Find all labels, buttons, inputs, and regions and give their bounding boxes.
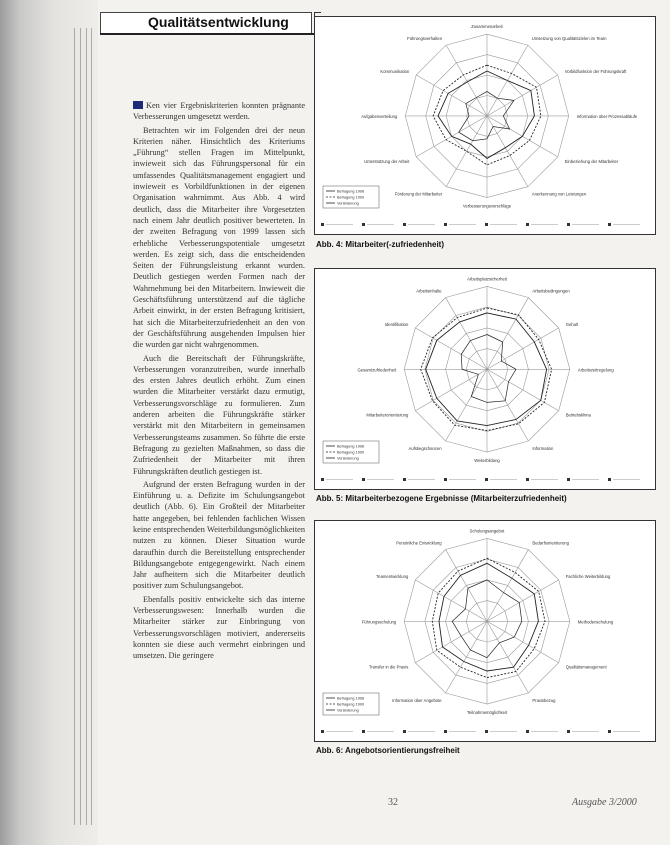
axis-label: Praxisbezug — [532, 697, 556, 703]
axis-spoke — [487, 369, 559, 410]
axis-label: Weiterbildung — [474, 458, 500, 464]
radar-chart-svg — [315, 521, 655, 739]
axis-spoke — [416, 75, 487, 116]
axis-spoke — [415, 328, 487, 369]
axis-label: Aufstiegschancen — [408, 445, 442, 451]
axis-label: Betriebsklima — [565, 412, 591, 418]
key-marker — [567, 223, 570, 226]
key-marker — [608, 223, 611, 226]
axis-label: Arbeitszeitregelung — [577, 367, 614, 373]
axis-label: Anerkennung von Leistungen — [531, 191, 587, 197]
key-marker — [444, 478, 447, 481]
figure-caption-5: Abb. 5: Mitarbeiterbezogene Ergebnisse (Mitarbeiterzufriedenheit) — [316, 494, 567, 503]
axis-label: Transfer in die Praxis — [368, 664, 409, 670]
axis-label: Führungsschulung — [361, 619, 397, 625]
figure-radar-chart-6 — [314, 520, 656, 742]
axis-spoke — [487, 328, 559, 369]
key-marker — [321, 730, 324, 733]
axis-label: Umsetzung von Qualitätszielen im Team — [531, 36, 607, 42]
axis-label: Gesamtzufriedenheit — [357, 367, 397, 373]
key-marker — [444, 730, 447, 733]
article-column — [133, 100, 305, 664]
key-marker — [321, 478, 324, 481]
axis-label: Kommunikation — [380, 69, 410, 74]
axis-spoke — [415, 369, 487, 410]
section-title: Qualitätsentwicklung — [148, 14, 289, 30]
figure-caption-4: Abb. 4: Mitarbeiter(-zufriedenheit) — [316, 240, 445, 249]
legend-label: Befragung 1999 — [337, 195, 365, 200]
paragraph: Betrachten wir im Folgenden drei der neun Kriterien näher. Hinsichtlich des Kriteriums „Führung“ stellen Fragen im Mittelpunkt, inwieweit sich das Führungspersonal für ein umfassendes Qualitätsmanagement engagiert und inwieweit es Vorbildfunktionen in der eigenen Organisation wahrnimmt. Aus Abb. 4 wird deutlich, dass die Mitarbeiter ihre Vorgesetzten nach einem Jahr deutlich positiver bewerteten. In der zweiten Befragung von 1999 lassen sich erhebliche Verbesserungspotentiale umgesetzt werden. Es zeigt sich, dass die entscheidenden Seiten der Führungsleistung erkannt wurden. Deutlich gestiegen werden Formen nach der Wahrnehmung bei den Mitarbeitern. Inwieweit die Geschäftsführung unterstützend auf die tägliche Arbeit einwirkt, in der ersten Befragung kritisiert, hat sich die Mitarbeiterzufriedenheit an den von der Geschäftsführung ausgehenden Impulsen hier die wurden gar nicht wahrgenommen. — [133, 125, 305, 350]
axis-spoke — [446, 116, 487, 187]
paragraph: Aufgrund der ersten Befragung wurden in der Einführung u. a. Defizite im Schulungsangebot deutlich (Abb. 6). Ein Großteil der Mitarbeiter hatte angegeben, bei fehlenden fachlichen Wissen keine entsprechenden Weiterbildungsmöglichkeiten nutzen zu können. Dieser Situation wurde daraufhin durch die Bereitstellung entsprechender Bildungsangebote entgegengewirkt. Nach einem Jahr aufheitern sich die Mitarbeiter deutlich positiver zum Schulungsangebot. — [133, 479, 305, 591]
key-marker — [362, 730, 365, 733]
key-marker — [403, 730, 406, 733]
axis-label: Qualitätsmanagement — [565, 664, 607, 670]
key-marker — [526, 223, 529, 226]
axis-label: Teilnahmemöglichkeit — [466, 710, 508, 716]
legend-label: Befragung 1999 — [337, 450, 365, 455]
axis-spoke — [487, 369, 528, 441]
key-marker — [485, 730, 488, 733]
axis-label: Zusammenarbeit — [471, 24, 503, 30]
axis-label: Vorbildfunktion der Führungskraft — [564, 69, 627, 75]
key-marker — [321, 223, 324, 226]
legend-label: Veränderung — [337, 456, 359, 461]
journal-issue: Ausgabe 3/2000 — [572, 797, 637, 808]
axis-label: Teamentwicklung — [376, 573, 409, 579]
axis-label: Verbesserungsvorschläge — [462, 203, 512, 209]
axis-label: Bedarfsorientierung — [532, 540, 569, 546]
axis-label: Förderung der Mitarbeiter — [394, 191, 443, 197]
key-marker — [403, 223, 406, 226]
axis-spoke — [446, 298, 487, 370]
figure-radar-chart-5 — [314, 268, 656, 490]
axis-label: Identifikation — [384, 321, 409, 327]
axis-label: Information über Angebote — [392, 697, 442, 703]
figure-caption-6: Abb. 6: Angebotsorientierungsfreiheit — [316, 746, 460, 755]
paragraph: Auch die Bereitschaft der Führungskräfte, Verbesserungen voranzutreiben, wurde innerhalb des ersten Jahres deutlich erhöht. Zum einen wurden die Mitarbeiter verstärkt dazu ermutigt, Verbesserungsvorschläge zu formulieren. Zum anderen arbeiten die Führungskräfte stärker verstärkt mit den Mitarbeitern in gemeinsamen Verbesserungsteams zusammen. So führte die erste Befragung zu gezielten Maßnahmen, so dass die Zufriedenheit der Mitarbeiter mit ihren Führungskräften deutlich gestiegen ist. — [133, 353, 305, 476]
figure-radar-chart-4 — [314, 16, 656, 235]
key-marker — [485, 223, 488, 226]
book-binding — [0, 0, 98, 845]
key-marker — [362, 478, 365, 481]
axis-spoke — [446, 369, 487, 441]
key-marker — [567, 478, 570, 481]
axis-label: Gehalt — [565, 321, 579, 327]
axis-label: Fachliche Weiterbildung — [565, 573, 611, 579]
paragraph: Ebenfalls positiv entwickelte sich das interne Verbesserungswesen: Innerhalb wurden die Mitarbeiter stärker zur Einbringung von Verbesserungsvorschlägen motiviert, andererseits konnten sie diese auch vermehrt einbringen und umsetzen. Die geringere — [133, 594, 305, 661]
key-marker — [526, 478, 529, 481]
legend-label: Veränderung — [337, 201, 359, 206]
key-marker — [567, 730, 570, 733]
axis-spoke — [487, 75, 558, 116]
key-marker — [362, 223, 365, 226]
axis-spoke — [415, 621, 487, 662]
axis-label: Arbeitsbedingungen — [532, 288, 570, 294]
legend-label: Veränderung — [337, 708, 359, 713]
legend-label: Befragung 1998 — [337, 696, 365, 701]
axis-spoke — [487, 621, 559, 662]
key-marker — [444, 223, 447, 226]
axis-label: Schulungsangebot — [469, 528, 505, 534]
key-marker — [608, 730, 611, 733]
axis-spoke — [446, 550, 487, 622]
axis-label: Arbeitsplatzsicherheit — [467, 276, 507, 282]
axis-label: Information über Prozessabläufe — [576, 113, 638, 119]
axis-spoke — [415, 580, 487, 621]
radar-chart-svg — [315, 17, 655, 232]
key-marker — [485, 478, 488, 481]
axis-label: Information — [532, 445, 554, 451]
header-rule — [100, 33, 318, 35]
legend-label: Befragung 1998 — [337, 444, 365, 449]
axis-label: Führungsverhalten — [407, 36, 443, 42]
radar-chart-svg — [315, 269, 655, 487]
paragraph-intro: Ken vier Ergebniskriterien konnten prägnante Verbesserungen umgesetzt werden. — [133, 101, 305, 122]
axis-label: Persönliche Entwicklung — [396, 540, 442, 546]
axis-label: Aufgabenverteilung — [361, 113, 398, 119]
key-marker — [608, 478, 611, 481]
axis-label: Arbeitsinhalte — [416, 288, 442, 294]
legend-label: Befragung 1998 — [337, 189, 365, 194]
axis-label: Unterstützung der Arbeit — [364, 158, 410, 164]
axis-spoke — [487, 298, 528, 370]
page-number: 32 — [388, 797, 398, 808]
axis-spoke — [487, 621, 528, 693]
axis-label: Einbeziehung der Mitarbeiter — [564, 158, 619, 164]
axis-label: Methodenschulung — [577, 619, 614, 625]
legend-label: Befragung 1999 — [337, 702, 365, 707]
axis-spoke — [446, 621, 487, 693]
paragraph-marker-icon — [133, 101, 143, 109]
key-marker — [526, 730, 529, 733]
key-marker — [403, 478, 406, 481]
axis-label: Mitarbeiterorientierung — [366, 412, 409, 418]
